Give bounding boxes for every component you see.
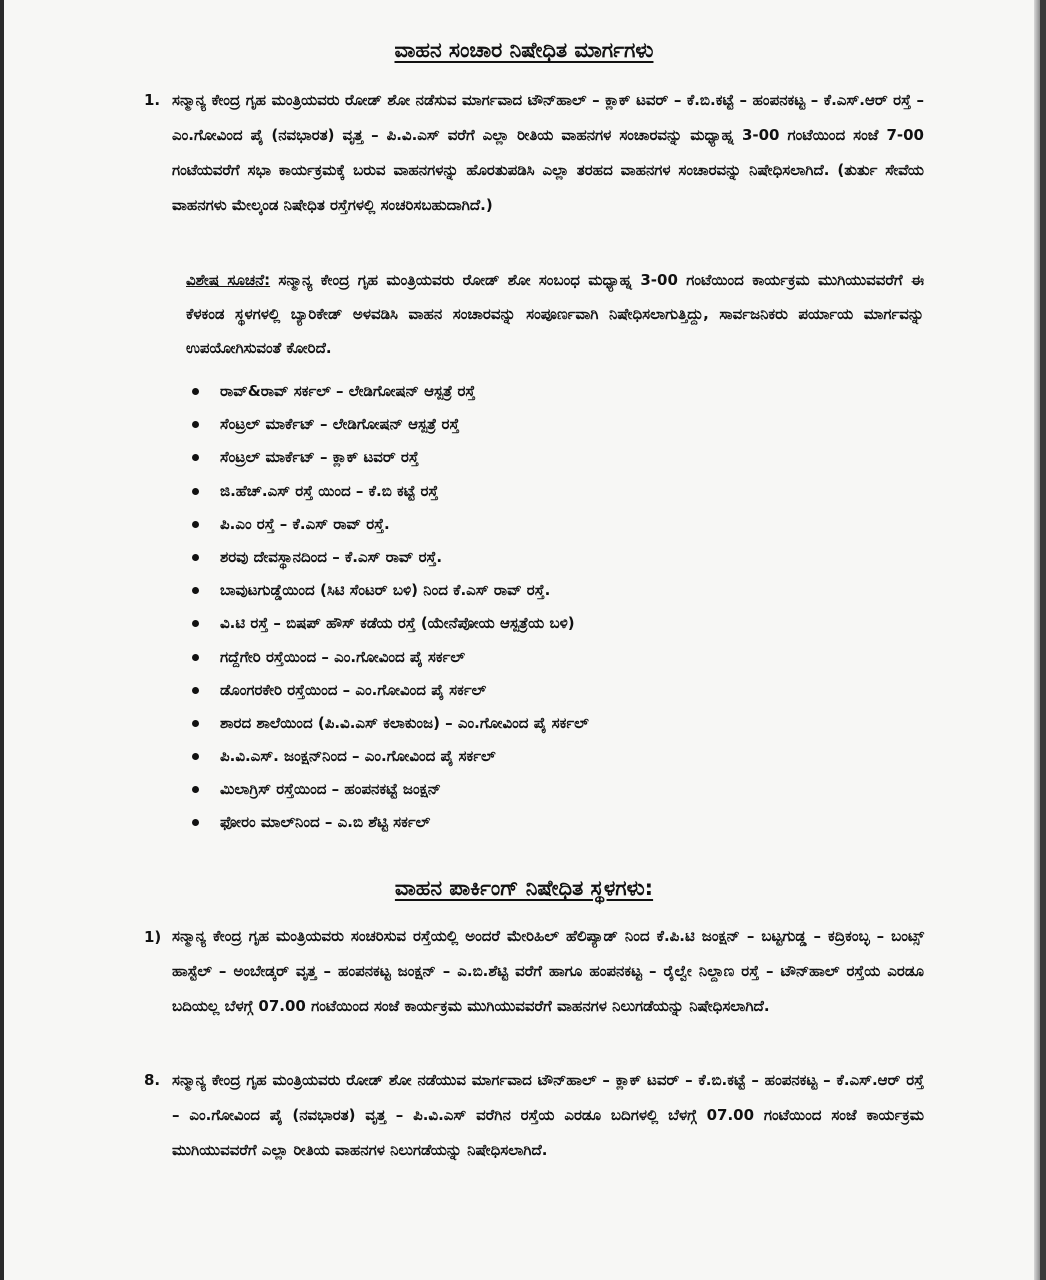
list-item: ಡೊಂಗರಕೇರಿ ರಸ್ತೆಯಿಂದ – ಎಂ.ಗೋವಿಂದ ಪೈ ಸರ್ಕಲ್ <box>192 674 589 707</box>
bullet-icon <box>192 687 199 694</box>
bullet-icon <box>192 388 199 395</box>
bullet-icon <box>192 654 199 661</box>
page-edge <box>1034 0 1040 1280</box>
item-number-2: 1) <box>144 928 162 946</box>
list-item: ಜಿ.ಹೆಚ್.ಎಸ್ ರಸ್ತೆ ಯಿಂದ – ಕೆ.ಬಿ ಕಟ್ಟೆ ರಸ್ತೆ <box>192 475 589 508</box>
item-number-1: 1. <box>144 91 161 109</box>
barricade-list <box>192 375 589 840</box>
special-note-text: ಸನ್ಮಾನ್ಯ ಕೇಂದ್ರ ಗೃಹ ಮಂತ್ರಿಯವರು ರೋಡ್ ಶೋ ಸಂಬಂಧ ಮಧ್ಯಾಹ್ನ 3-00 ಗಂಟೆಯಿಂದ ಕಾರ್ಯಕ್ರಮ ಮುಗಿಯುವವರೆಗೆ ಈ ಕೆಳಕಂಡ ಸ್ಥಳಗಳಲ್ಲಿ ಬ್ಯಾರಿಕೇಡ್ ಅಳವಡಿಸಿ ವಾಹನ ಸಂಚಾರವನ್ನು ಸಂಪೂರ್ಣವಾಗಿ ನಿಷೇಧಿಸಲಾಗುತ್ತಿದ್ದು, ಸಾರ್ವಜನಿಕರು ಪರ್ಯಾಯ ಮಾರ್ಗವನ್ನು ಉಪಯೋಗಿಸುವಂತೆ ಕೋರಿದೆ. <box>186 271 924 357</box>
list-item: ಸೆಂಟ್ರಲ್ ಮಾರ್ಕೆಟ್ – ಕ್ಲಾಕ್ ಟವರ್ ರಸ್ತೆ <box>192 441 589 474</box>
bullet-icon <box>192 521 199 528</box>
bullet-icon <box>192 786 199 793</box>
heading-restricted-routes: ವಾಹನ ಸಂಚಾರ ನಿಷೇಧಿತ ಮಾರ್ಗಗಳು <box>394 38 654 62</box>
list-item: ಶಾರದ ಶಾಲೆಯಿಂದ (ಪಿ.ವಿ.ಎಸ್ ಕಲಾಕುಂಜ) – ಎಂ.ಗೋವಿಂದ ಪೈ ಸರ್ಕಲ್ <box>192 707 589 740</box>
bullet-icon <box>192 620 199 627</box>
list-item: ಪಿ.ವಿ.ಎಸ್. ಜಂಕ್ಷನ್‌ನಿಂದ – ಎಂ.ಗೋವಿಂದ ಪೈ ಸರ್ಕಲ್ <box>192 740 589 773</box>
item-number-3: 8. <box>144 1071 161 1089</box>
bullet-icon <box>192 587 199 594</box>
paragraph-no-parking-route: ಸನ್ಮಾನ್ಯ ಕೇಂದ್ರ ಗೃಹ ಮಂತ್ರಿಯವರು ಸಂಚರಿಸುವ ರಸ್ತೆಯಲ್ಲಿ ಅಂದರೆ ಮೇರಿಹಿಲ್ ಹೆಲಿಪ್ಯಾಡ್ ನಿಂದ ಕೆ.ಪಿ.ಟಿ ಜಂಕ್ಷನ್ – ಬಟ್ಟಗುಡ್ಡ – ಕದ್ರಿಕಂಬ್ಳ – ಬಂಟ್ಸ್ ಹಾಸ್ಟೆಲ್ – ಅಂಬೇಡ್ಕರ್ ವೃತ್ತ – ಹಂಪನಕಟ್ಟ ಜಂಕ್ಷನ್ – ಎ.ಬಿ.ಶೆಟ್ಟಿ ವರೆಗೆ ಹಾಗೂ ಹಂಪನಕಟ್ಟ – ರೈಲ್ವೇ ನಿಲ್ದಾಣ ರಸ್ತೆ – ಟೌನ್‌ಹಾಲ್ ರಸ್ತೆಯ ಎರಡೂ ಬದಿಯಲ್ಲ ಬೆಳಗ್ಗೆ 07.00 ಗಂಟೆಯಿಂದ ಸಂಜೆ ಕಾರ್ಯಕ್ರಮ ಮುಗಿಯುವವರೆಗೆ ವಾಹನಗಳ ನಿಲುಗಡೆಯನ್ನು ನಿಷೇಧಿಸಲಾಗಿದೆ. <box>172 927 924 1015</box>
list-item: ಗದ್ದೆಗೇರಿ ರಸ್ತೆಯಿಂದ – ಎಂ.ಗೋವಿಂದ ಪೈ ಸರ್ಕಲ್ <box>192 641 589 674</box>
list-item: ರಾವ್&ರಾವ್ ಸರ್ಕಲ್ – ಲೇಡಿಗೋಷನ್ ಆಸ್ಪತ್ರೆ ರಸ್ತೆ <box>192 375 589 408</box>
bullet-icon <box>192 421 199 428</box>
special-note <box>186 263 924 365</box>
bullet-icon <box>192 554 199 561</box>
bullet-icon <box>192 488 199 495</box>
list-item: ವಿ.ಟಿ ರಸ್ತೆ – ಬಿಷಪ್ ಹೌಸ್ ಕಡೆಯ ರಸ್ತೆ (ಯೇನೆಪೋಯ ಆಸ್ಪತ್ರೆಯ ಬಳಿ) <box>192 607 589 640</box>
list-item: ಫೋರಂ ಮಾಲ್‌ನಿಂದ – ಎ.ಬಿ ಶೆಟ್ಟಿ ಸರ್ಕಲ್ <box>192 806 589 839</box>
bullet-icon <box>192 720 199 727</box>
special-note-label: ವಿಶೇಷ ಸೂಚನೆ: <box>186 271 271 289</box>
list-item: ಶರವು ದೇವಸ್ಥಾನದಿಂದ – ಕೆ.ಎಸ್ ರಾವ್ ರಸ್ತೆ. <box>192 541 589 574</box>
list-item: ಮಿಲಾಗ್ರಿಸ್ ರಸ್ತೆಯಿಂದ – ಹಂಪನಕಟ್ಟೆ ಜಂಕ್ಷನ್ <box>192 773 589 806</box>
bullet-icon <box>192 454 199 461</box>
paragraph-road-show-route: ಸನ್ಮಾನ್ಯ ಕೇಂದ್ರ ಗೃಹ ಮಂತ್ರಿಯವರು ರೋಡ್ ಶೋ ನಡೆಸುವ ಮಾರ್ಗವಾದ ಟೌನ್‌ಹಾಲ್ – ಕ್ಲಾಕ್ ಟವರ್ – ಕೆ.ಬಿ.ಕಟ್ಟೆ – ಹಂಪನಕಟ್ಟ – ಕೆ.ಎಸ್.ಆರ್ ರಸ್ತೆ – ಎಂ.ಗೋವಿಂದ ಪೈ (ನವಭಾರತ) ವೃತ್ತ – ಪಿ.ವಿ.ಎಸ್ ವರೆಗೆ ಎಲ್ಲಾ ರೀತಿಯ ವಾಹನಗಳ ಸಂಚಾರವನ್ನು ಮಧ್ಯಾಹ್ನ 3-00 ಗಂಟೆಯಿಂದ ಸಂಜೆ 7-00 ಗಂಟೆಯವರೆಗೆ ಸಭಾ ಕಾರ್ಯಕ್ರಮಕ್ಕೆ ಬರುವ ವಾಹನಗಳನ್ನು ಹೊರತುಪಡಿಸಿ ಎಲ್ಲಾ ತರಹದ ವಾಹನಗಳ ಸಂಚಾರವನ್ನು ನಿಷೇಧಿಸಲಾಗಿದೆ. (ತುರ್ತು ಸೇವೆಯ ವಾಹನಗಳು ಮೇಲ್ಕಂಡ ನಿಷೇಧಿತ ರಸ್ತೆಗಳಲ್ಲಿ ಸಂಚರಿಸಬಹುದಾಗಿದೆ.) <box>172 91 924 214</box>
paragraph-no-parking-road-show: ಸನ್ಮಾನ್ಯ ಕೇಂದ್ರ ಗೃಹ ಮಂತ್ರಿಯವರು ರೋಡ್ ಶೋ ನಡೆಯುವ ಮಾರ್ಗವಾದ ಟೌನ್‌ಹಾಲ್ – ಕ್ಲಾಕ್ ಟವರ್ – ಕೆ.ಬಿ.ಕಟ್ಟೆ – ಹಂಪನಕಟ್ಟ – ಕೆ.ಎಸ್.ಆರ್ ರಸ್ತೆ – ಎಂ.ಗೋವಿಂದ ಪೈ (ನವಭಾರತ) ವೃತ್ತ – ಪಿ.ವಿ.ಎಸ್ ವರೆಗಿನ ರಸ್ತೆಯ ಎರಡೂ ಬದಿಗಳಲ್ಲಿ ಬೆಳಗ್ಗೆ 07.00 ಗಂಟೆಯಿಂದ ಸಂಜೆ ಕಾರ್ಯಕ್ರಮ ಮುಗಿಯುವವರೆಗೆ ಎಲ್ಲಾ ರೀತಿಯ ವಾಹನಗಳ ನಿಲುಗಡೆಯನ್ನು ನಿಷೇಧಿಸಲಾಗಿದೆ. <box>172 1071 924 1159</box>
heading-no-parking-places: ವಾಹನ ಪಾರ್ಕಿಂಗ್ ನಿಷೇಧಿತ ಸ್ಥಳಗಳು: <box>394 876 654 900</box>
bullet-icon <box>192 753 199 760</box>
list-item: ಪಿ.ಎಂ ರಸ್ತೆ – ಕೆ.ಎಸ್ ರಾವ್ ರಸ್ತೆ. <box>192 508 589 541</box>
list-item: ಸೆಂಟ್ರಲ್ ಮಾರ್ಕೆಟ್ – ಲೇಡಿಗೋಷನ್ ಆಸ್ಪತ್ರೆ ರಸ್ತೆ <box>192 408 589 441</box>
bullet-icon <box>192 819 199 826</box>
list-item: ಬಾವುಟಗುಡ್ಡೆಯಿಂದ (ಸಿಟಿ ಸೆಂಟರ್ ಬಳಿ) ನಿಂದ ಕೆ.ಎಸ್ ರಾವ್ ರಸ್ತೆ. <box>192 574 589 607</box>
